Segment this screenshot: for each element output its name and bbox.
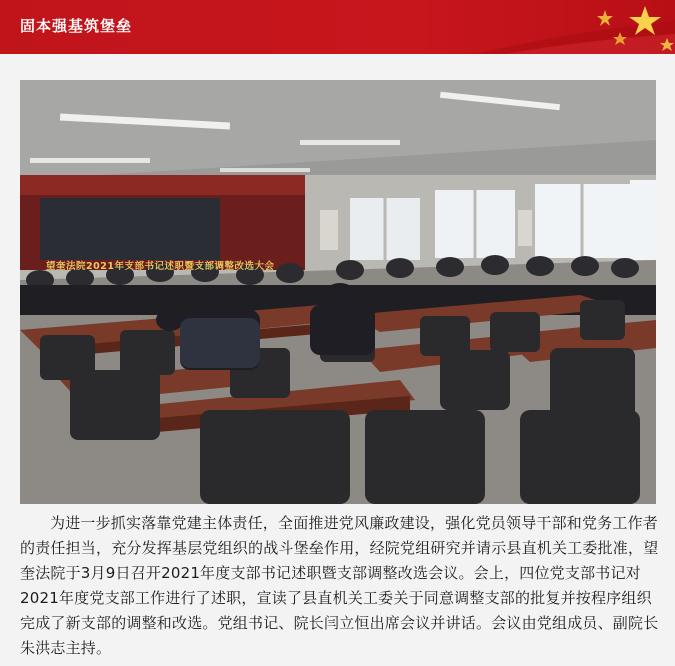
meeting-photo — [20, 80, 656, 504]
meeting-room-illustration — [20, 80, 656, 504]
photo-banner-text: 望奎法院2021年支部书记述职暨支部调整改选大会 — [46, 261, 275, 272]
star-decoration-icon — [415, 0, 675, 54]
section-title: 固本强基筑堡垒 — [20, 17, 133, 35]
article-paragraph: 为进一步抓实落靠党建主体责任，全面推进党风廉政建设，强化党员领导干部和党务工作者的责任担当，充分发挥基层党组织的战斗堡垒作用，经院党组研究并请示县直机关工委批准，望奎法院于3月9日召开2021年度支部书记述职暨支部调整改选会议。会上，四位党支部书记对2021年度党支部工作进行了述职，宣读了县直机关工委关于同意调整支部的批复并按程序组织完成了新支部的调整和改选。党组书记、院长闫立恒出席会议并讲话。会议由党组成员、副院长朱洪志主持。 — [20, 514, 659, 657]
section-header — [0, 0, 675, 54]
